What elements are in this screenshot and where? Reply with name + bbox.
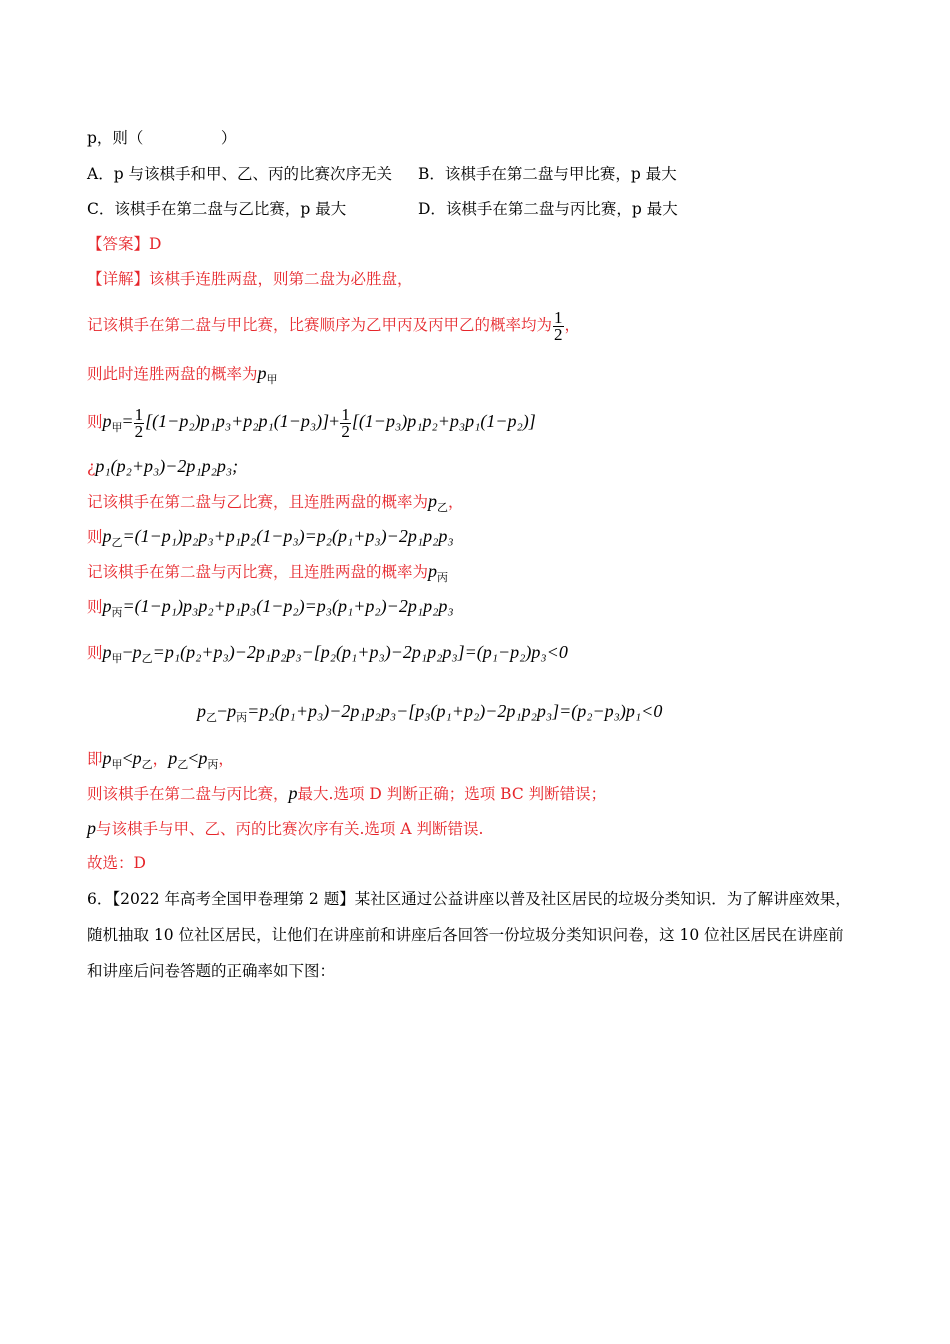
eq1-prefix: 则: [87, 413, 103, 431]
var-p: p: [428, 491, 438, 511]
option-a: A．p 与该棋手和甲、乙、丙的比赛次序无关: [87, 165, 393, 183]
concl-lt-2: <: [188, 748, 199, 768]
eq4-prefix: 则: [87, 598, 103, 616]
next-question: [87, 881, 857, 989]
eq5-var-b: p: [132, 642, 142, 662]
var-p: p: [87, 818, 96, 838]
eq6-var-a: p: [197, 701, 206, 721]
eq5-minus: −: [122, 642, 133, 662]
concl-var-4: p: [198, 748, 208, 768]
subscript: 乙: [437, 501, 449, 515]
detail-text-2-end: ，: [564, 316, 581, 334]
concl-sub-3: 乙: [177, 758, 189, 772]
detail-text-1: 该棋手连胜两盘，则第二盘为必胜盘，: [149, 270, 413, 288]
eq3-lhs: p: [102, 526, 112, 546]
eq6-sub-b: 丙: [236, 711, 248, 725]
detail-line-3: [87, 362, 278, 391]
concl-sep: ，: [152, 750, 169, 768]
detail-text-4-end: ，: [448, 493, 464, 511]
var-p: p: [288, 783, 298, 803]
var-p: p: [428, 561, 438, 581]
equation-6: [197, 700, 662, 729]
eq5-sub-a: 甲: [111, 652, 123, 666]
detail-label: 【详解】: [87, 270, 150, 288]
detail-line-7: [87, 817, 483, 840]
eq5-sub-b: 乙: [141, 652, 153, 666]
detail-line-1: [87, 268, 413, 290]
option-c: C．该棋手在第二盘与乙比赛，p 最大: [87, 200, 347, 218]
eq1-frac-b: [340, 404, 351, 441]
eq1-frac-a: [134, 404, 145, 441]
equation-1: 则$p_甲=$ $\frac{1}{2}$ [(1−p₂)p₁p₃+p₂p₁(1−p₃)]+ $\frac{1}{2}$ [(1−p₃)p₁p₂+p₃p₁(1−p₂)]: [87, 404, 536, 441]
eq1-term-a: [(1−p₂)p₁p₃+p₂p₁(1−p₃)]: [145, 411, 330, 431]
concl-lt-1: <: [122, 748, 133, 768]
detail-line-4: [87, 490, 464, 519]
eq1-frac-b-num: 1: [341, 404, 350, 424]
eq1-frac-a-num: 1: [134, 404, 144, 424]
detail-text-4: 记该棋手在第二盘与乙比赛，且连胜两盘的概率为: [87, 493, 429, 511]
option-d: D．该棋手在第二盘与丙比赛，p 最大: [418, 200, 678, 218]
detail-line-5: [87, 560, 448, 589]
eq1-lhs: p: [102, 411, 112, 431]
eq4-sub: 丙: [111, 606, 123, 620]
eq1-term-b: [(1−p₃)p₁p₂+p₃p₁(1−p₂)]: [351, 411, 536, 431]
question-number: 6．: [87, 890, 113, 908]
eq5-var-a: p: [102, 642, 112, 662]
question-text: 某社区通过公益讲座以普及社区居民的垃圾分类知识．为了解讲座效果，随机抽取 10 位社区居民，让他们在讲座前和讲座后各回答一份垃圾分类知识问卷，这 10 位社区居民在讲座前和讲座后问卷答题的正确率如下图：: [87, 890, 851, 980]
eq1-sub: 甲: [111, 421, 123, 435]
var-p: p: [257, 363, 267, 383]
detail-line-6: [87, 782, 606, 805]
eq6-var-b: p: [227, 701, 237, 721]
answer-label: 【答案】D: [87, 235, 162, 253]
eq3-expr: =(1−p₁)p₂p₃+p₁p₂(1−p₃)=p₂(p₁+p₃)−2p₁p₂p₃: [122, 526, 454, 546]
eq2-expr: p₁(p₂+p₃)−2p₁p₂p₃;: [95, 456, 239, 476]
concl-var-3: p: [168, 748, 178, 768]
question-tail: p，则（ ）: [87, 129, 237, 147]
line6-pre: 则该棋手在第二盘与丙比赛，: [87, 785, 289, 803]
eq6-expr: =p₂(p₁+p₃)−2p₁p₂p₃−[p₃(p₁+p₂)−2p₁p₂p₃]=(p₂−p₃)p₁<0: [247, 701, 663, 721]
equation-2: [87, 455, 238, 478]
option-b: B．该棋手在第二盘与甲比赛，p 最大: [418, 165, 677, 183]
equation-5: [87, 641, 568, 670]
eq5-prefix: 则: [87, 644, 103, 662]
eq6-sub-a: 乙: [206, 711, 217, 725]
eq6-minus: −: [217, 701, 228, 721]
eq4-lhs: p: [102, 596, 112, 616]
concl-sub-2: 乙: [141, 758, 153, 772]
concl-end: ，: [218, 750, 234, 768]
eq2-lead: ¿: [87, 458, 96, 476]
fraction-numerator: 1: [554, 307, 563, 327]
eq1-frac-b-den: 2: [341, 421, 350, 441]
fraction-denominator: 2: [554, 324, 563, 344]
concl-prefix: 即: [87, 750, 103, 768]
concl-var-1: p: [102, 748, 112, 768]
fraction-half: [553, 307, 564, 344]
line6-post: 最大.选项 D 判断正确；选项 BC 判断错误；: [297, 785, 607, 803]
subscript: 丙: [437, 571, 449, 585]
concl-sub-1: 甲: [111, 758, 123, 772]
eq3-prefix: 则: [87, 528, 103, 546]
final-choice: 故选：D: [87, 854, 146, 872]
equation-4: [87, 595, 454, 624]
eq4-expr: =(1−p₁)p₃p₂+p₁p₃(1−p₂)=p₃(p₁+p₂)−2p₁p₂p₃: [122, 596, 454, 616]
eq1-frac-a-den: 2: [134, 421, 144, 441]
detail-text-2: 记该棋手在第二盘与甲比赛，比赛顺序为乙甲丙及丙甲乙的概率均为: [87, 316, 553, 334]
detail-line-2: [87, 306, 580, 344]
equation-3: [87, 525, 454, 554]
eq3-sub: 乙: [111, 536, 123, 550]
detail-text-5: 记该棋手在第二盘与丙比赛，且连胜两盘的概率为: [87, 563, 429, 581]
eq5-expr: =p₁(p₂+p₃)−2p₁p₂p₃−[p₂(p₁+p₃)−2p₁p₂p₃]=(p₁−p₂)p₃<0: [152, 642, 568, 662]
concl-var-2: p: [132, 748, 142, 768]
conclusion-line: [87, 747, 234, 776]
detail-text-3: 则此时连胜两盘的概率为: [87, 365, 258, 383]
line7-post: 与该棋手与甲、乙、丙的比赛次序有关.选项 A 判断错误.: [96, 820, 484, 838]
concl-sub-4: 丙: [207, 758, 219, 772]
subscript: 甲: [266, 373, 278, 387]
question-source: 【2022 年高考全国甲卷理第 2 题】: [112, 890, 355, 908]
